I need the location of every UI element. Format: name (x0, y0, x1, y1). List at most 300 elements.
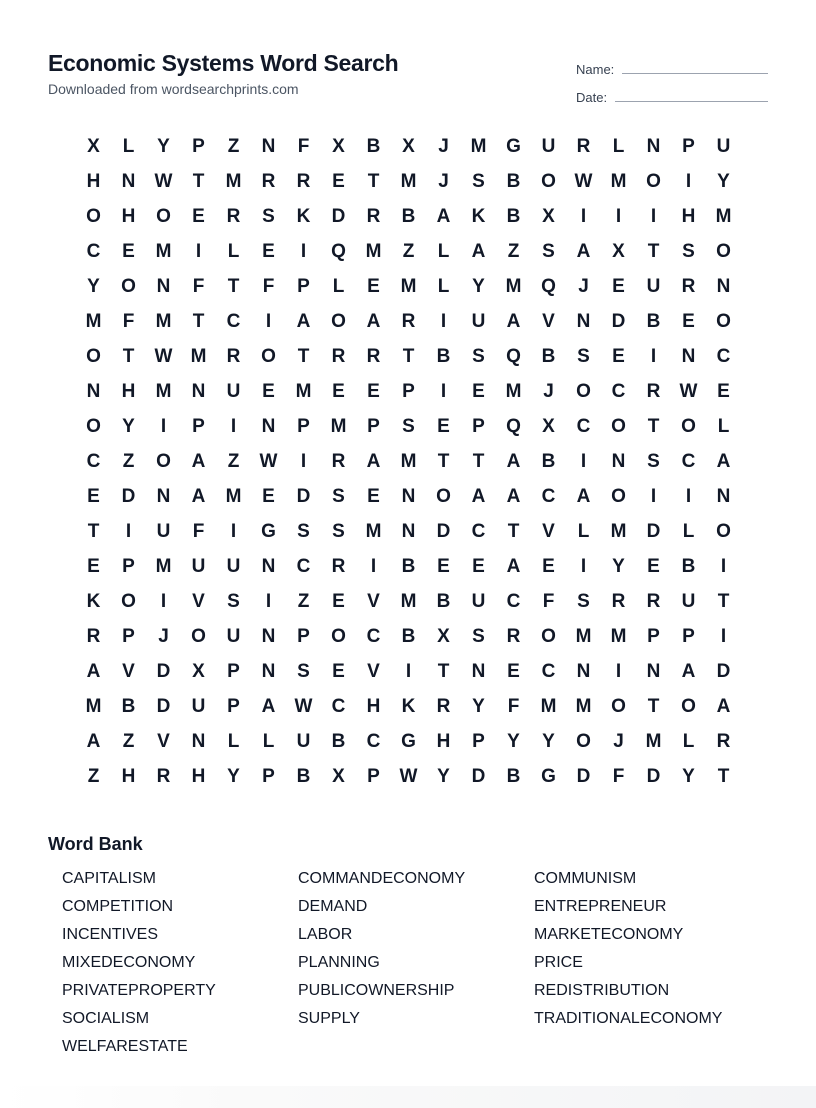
grid-cell[interactable]: I (720, 556, 727, 577)
grid-cell[interactable]: N (611, 451, 626, 472)
grid-cell[interactable]: N (191, 731, 206, 752)
grid-cell[interactable]: A (436, 206, 451, 227)
grid-cell[interactable]: G (506, 136, 521, 157)
grid-cell[interactable]: E (332, 591, 345, 612)
grid-cell[interactable]: F (507, 696, 520, 717)
grid-cell[interactable]: Y (87, 276, 100, 297)
grid-cell[interactable]: Y (717, 171, 730, 192)
grid-cell[interactable]: T (647, 241, 660, 262)
grid-cell[interactable]: P (367, 766, 380, 787)
grid-cell[interactable]: J (543, 381, 554, 402)
grid-cell[interactable]: E (262, 381, 275, 402)
grid-cell[interactable]: E (122, 241, 135, 262)
grid-cell[interactable]: L (227, 731, 240, 752)
grid-cell[interactable]: D (331, 206, 346, 227)
grid-cell[interactable]: I (580, 206, 587, 227)
grid-cell[interactable]: E (262, 486, 275, 507)
grid-cell[interactable]: P (122, 626, 135, 647)
grid-cell[interactable]: G (401, 731, 416, 752)
grid-cell[interactable]: I (650, 206, 657, 227)
grid-cell[interactable]: O (576, 381, 591, 402)
grid-cell[interactable]: R (716, 731, 731, 752)
grid-cell[interactable]: S (297, 521, 310, 542)
grid-cell[interactable]: H (121, 206, 136, 227)
grid-cell[interactable]: N (156, 486, 171, 507)
name-line[interactable] (622, 73, 768, 74)
grid-cell[interactable]: A (366, 451, 381, 472)
grid-cell[interactable]: B (401, 556, 416, 577)
grid-cell[interactable]: C (331, 696, 346, 717)
grid-cell[interactable]: U (226, 381, 241, 402)
grid-cell[interactable]: I (405, 661, 412, 682)
grid-cell[interactable]: T (507, 521, 520, 542)
grid-cell[interactable]: C (681, 451, 696, 472)
grid-cell[interactable]: P (297, 626, 310, 647)
grid-cell[interactable]: E (612, 346, 625, 367)
grid-cell[interactable]: A (716, 696, 731, 717)
grid-cell[interactable]: L (682, 731, 695, 752)
grid-cell[interactable]: N (646, 661, 661, 682)
grid-cell[interactable]: Z (122, 731, 135, 752)
grid-cell[interactable]: E (367, 381, 380, 402)
grid-cell[interactable]: N (576, 311, 591, 332)
grid-cell[interactable]: I (650, 486, 657, 507)
grid-cell[interactable]: S (472, 346, 485, 367)
grid-cell[interactable]: P (472, 416, 485, 437)
grid-cell[interactable]: D (646, 521, 661, 542)
grid-cell[interactable]: U (716, 136, 731, 157)
grid-cell[interactable]: S (332, 486, 345, 507)
grid-cell[interactable]: M (645, 731, 662, 752)
grid-cell[interactable]: S (227, 591, 240, 612)
grid-cell[interactable]: Q (506, 416, 521, 437)
grid-cell[interactable]: R (86, 626, 101, 647)
grid-cell[interactable]: E (507, 661, 520, 682)
grid-cell[interactable]: R (226, 346, 241, 367)
grid-cell[interactable]: D (611, 311, 626, 332)
grid-cell[interactable]: K (471, 206, 486, 227)
grid-cell[interactable]: N (576, 661, 591, 682)
grid-cell[interactable]: Y (437, 766, 450, 787)
grid-cell[interactable]: O (681, 696, 696, 717)
grid-cell[interactable]: O (331, 626, 346, 647)
grid-cell[interactable]: I (160, 591, 167, 612)
grid-cell[interactable]: W (679, 381, 698, 402)
grid-cell[interactable]: O (716, 241, 731, 262)
grid-cell[interactable]: Z (402, 241, 415, 262)
grid-cell[interactable]: R (436, 696, 451, 717)
grid-cell[interactable]: A (366, 311, 381, 332)
grid-cell[interactable]: R (156, 766, 171, 787)
grid-cell[interactable]: A (506, 451, 521, 472)
grid-cell[interactable]: M (330, 416, 347, 437)
grid-cell[interactable]: M (505, 381, 522, 402)
grid-cell[interactable]: A (471, 241, 486, 262)
grid-cell[interactable]: R (226, 206, 241, 227)
grid-cell[interactable]: Q (541, 276, 556, 297)
grid-cell[interactable]: I (265, 591, 272, 612)
grid-cell[interactable]: U (296, 731, 311, 752)
grid-cell[interactable]: C (86, 451, 101, 472)
grid-cell[interactable]: E (717, 381, 730, 402)
grid-cell[interactable]: C (541, 661, 556, 682)
grid-cell[interactable]: B (681, 556, 696, 577)
grid-cell[interactable]: T (647, 416, 660, 437)
grid-cell[interactable]: G (541, 766, 556, 787)
grid-cell[interactable]: M (365, 241, 382, 262)
grid-cell[interactable]: F (612, 766, 625, 787)
grid-cell[interactable]: T (192, 171, 205, 192)
grid-cell[interactable]: P (682, 626, 695, 647)
grid-cell[interactable]: Q (331, 241, 346, 262)
grid-cell[interactable]: P (402, 381, 415, 402)
grid-cell[interactable]: T (122, 346, 135, 367)
grid-cell[interactable]: E (437, 556, 450, 577)
grid-cell[interactable]: O (191, 626, 206, 647)
grid-cell[interactable]: S (472, 626, 485, 647)
grid-cell[interactable]: K (296, 206, 311, 227)
grid-cell[interactable]: K (401, 696, 416, 717)
grid-cell[interactable]: L (577, 521, 590, 542)
grid-cell[interactable]: E (332, 661, 345, 682)
grid-cell[interactable]: R (681, 276, 696, 297)
grid-cell[interactable]: L (717, 416, 730, 437)
grid-cell[interactable]: E (332, 171, 345, 192)
grid-cell[interactable]: S (262, 206, 275, 227)
grid-cell[interactable]: V (122, 661, 135, 682)
grid-cell[interactable]: E (192, 206, 205, 227)
grid-cell[interactable]: X (192, 661, 205, 682)
grid-cell[interactable]: O (156, 451, 171, 472)
grid-cell[interactable]: V (157, 731, 170, 752)
grid-cell[interactable]: W (259, 451, 278, 472)
grid-cell[interactable]: S (332, 521, 345, 542)
grid-cell[interactable]: B (541, 451, 556, 472)
date-field[interactable] (576, 77, 768, 105)
grid-cell[interactable]: T (367, 171, 380, 192)
grid-cell[interactable]: D (156, 661, 171, 682)
grid-cell[interactable]: V (367, 591, 380, 612)
grid-cell[interactable]: T (437, 661, 450, 682)
grid-cell[interactable]: U (541, 136, 556, 157)
grid-cell[interactable]: R (331, 451, 346, 472)
grid-cell[interactable]: E (647, 556, 660, 577)
grid-cell[interactable]: A (576, 486, 591, 507)
grid-cell[interactable]: M (225, 171, 242, 192)
grid-cell[interactable]: D (716, 661, 731, 682)
grid-cell[interactable]: O (156, 206, 171, 227)
grid-cell[interactable]: A (191, 486, 206, 507)
grid-cell[interactable]: M (715, 206, 732, 227)
grid-cell[interactable]: H (191, 766, 206, 787)
grid-cell[interactable]: U (226, 556, 241, 577)
grid-cell[interactable]: W (294, 696, 313, 717)
grid-cell[interactable]: O (86, 206, 101, 227)
grid-cell[interactable]: E (472, 556, 485, 577)
grid-cell[interactable]: R (646, 381, 661, 402)
grid-cell[interactable]: Z (507, 241, 520, 262)
grid-cell[interactable]: Z (297, 591, 310, 612)
grid-cell[interactable]: M (400, 276, 417, 297)
grid-cell[interactable]: F (192, 276, 205, 297)
grid-cell[interactable]: W (154, 171, 173, 192)
grid-cell[interactable]: I (125, 521, 132, 542)
grid-cell[interactable]: I (300, 451, 307, 472)
grid-cell[interactable]: R (296, 171, 311, 192)
grid-cell[interactable]: S (577, 346, 590, 367)
grid-cell[interactable]: O (86, 346, 101, 367)
grid-cell[interactable]: E (87, 486, 100, 507)
grid-cell[interactable]: H (436, 731, 451, 752)
grid-cell[interactable]: C (86, 241, 101, 262)
grid-cell[interactable]: U (226, 626, 241, 647)
grid-cell[interactable]: P (262, 766, 275, 787)
grid-cell[interactable]: D (646, 766, 661, 787)
grid-cell[interactable]: C (716, 346, 731, 367)
grid-cell[interactable]: I (685, 171, 692, 192)
grid-cell[interactable]: E (612, 276, 625, 297)
grid-cell[interactable]: N (86, 381, 101, 402)
grid-cell[interactable]: I (265, 311, 272, 332)
grid-cell[interactable]: O (331, 311, 346, 332)
grid-cell[interactable]: X (332, 136, 345, 157)
grid-cell[interactable]: S (542, 241, 555, 262)
grid-cell[interactable]: O (611, 416, 626, 437)
grid-cell[interactable]: V (192, 591, 205, 612)
grid-cell[interactable]: P (192, 136, 205, 157)
grid-cell[interactable]: L (612, 136, 625, 157)
grid-cell[interactable]: M (610, 521, 627, 542)
grid-cell[interactable]: N (401, 486, 416, 507)
grid-cell[interactable]: C (506, 591, 521, 612)
grid-cell[interactable]: F (262, 276, 275, 297)
grid-cell[interactable]: R (366, 346, 381, 367)
grid-cell[interactable]: M (85, 696, 102, 717)
grid-cell[interactable]: D (296, 486, 311, 507)
grid-cell[interactable]: I (615, 206, 622, 227)
grid-cell[interactable]: W (154, 346, 173, 367)
grid-cell[interactable]: N (471, 661, 486, 682)
grid-cell[interactable]: N (156, 276, 171, 297)
grid-cell[interactable]: Y (122, 416, 135, 437)
grid-cell[interactable]: I (580, 451, 587, 472)
grid-cell[interactable]: U (471, 311, 486, 332)
grid-cell[interactable]: L (437, 276, 450, 297)
grid-cell[interactable]: B (401, 206, 416, 227)
grid-cell[interactable]: E (332, 381, 345, 402)
grid-cell[interactable]: M (400, 171, 417, 192)
grid-cell[interactable]: T (647, 696, 660, 717)
grid-cell[interactable]: A (506, 556, 521, 577)
grid-cell[interactable]: B (366, 136, 381, 157)
grid-cell[interactable]: X (612, 241, 625, 262)
grid-cell[interactable]: J (438, 171, 449, 192)
grid-cell[interactable]: P (682, 136, 695, 157)
grid-cell[interactable]: I (160, 416, 167, 437)
grid-cell[interactable]: C (611, 381, 626, 402)
grid-cell[interactable]: N (646, 136, 661, 157)
grid-cell[interactable]: O (121, 591, 136, 612)
grid-cell[interactable]: M (190, 346, 207, 367)
grid-cell[interactable]: Y (507, 731, 520, 752)
grid-cell[interactable]: B (331, 731, 346, 752)
grid-cell[interactable]: I (195, 241, 202, 262)
grid-cell[interactable]: C (541, 486, 556, 507)
grid-cell[interactable]: A (716, 451, 731, 472)
grid-cell[interactable]: O (261, 346, 276, 367)
grid-cell[interactable]: A (576, 241, 591, 262)
grid-cell[interactable]: N (261, 661, 276, 682)
grid-cell[interactable]: N (261, 556, 276, 577)
grid-cell[interactable]: A (506, 486, 521, 507)
grid-cell[interactable]: M (295, 381, 312, 402)
grid-cell[interactable]: E (367, 276, 380, 297)
grid-cell[interactable]: A (681, 661, 696, 682)
grid-cell[interactable]: S (402, 416, 415, 437)
grid-cell[interactable]: T (227, 276, 240, 297)
grid-cell[interactable]: Z (87, 766, 100, 787)
grid-cell[interactable]: R (401, 311, 416, 332)
grid-cell[interactable]: B (506, 206, 521, 227)
grid-cell[interactable]: P (297, 276, 310, 297)
grid-cell[interactable]: O (436, 486, 451, 507)
grid-cell[interactable]: M (155, 311, 172, 332)
grid-cell[interactable]: B (506, 171, 521, 192)
grid-cell[interactable]: O (86, 416, 101, 437)
grid-cell[interactable]: Y (227, 766, 240, 787)
grid-cell[interactable]: O (576, 731, 591, 752)
grid-cell[interactable]: D (576, 766, 591, 787)
grid-cell[interactable]: U (681, 591, 696, 612)
grid-cell[interactable]: I (300, 241, 307, 262)
grid-cell[interactable]: I (440, 381, 447, 402)
grid-cell[interactable]: Y (612, 556, 625, 577)
grid-cell[interactable]: O (681, 416, 696, 437)
grid-cell[interactable]: A (296, 311, 311, 332)
grid-cell[interactable]: Y (472, 276, 485, 297)
grid-cell[interactable]: L (332, 276, 345, 297)
grid-cell[interactable]: M (365, 521, 382, 542)
grid-cell[interactable]: L (437, 241, 450, 262)
grid-cell[interactable]: T (297, 346, 310, 367)
grid-cell[interactable]: V (542, 521, 555, 542)
grid-cell[interactable]: H (681, 206, 696, 227)
grid-cell[interactable]: D (436, 521, 451, 542)
grid-cell[interactable]: J (158, 626, 169, 647)
grid-cell[interactable]: Y (682, 766, 695, 787)
grid-cell[interactable]: N (716, 276, 731, 297)
grid-cell[interactable]: E (472, 381, 485, 402)
grid-cell[interactable]: T (472, 451, 485, 472)
grid-cell[interactable]: P (647, 626, 660, 647)
grid-cell[interactable]: M (400, 451, 417, 472)
grid-cell[interactable]: V (367, 661, 380, 682)
grid-cell[interactable]: N (121, 171, 136, 192)
grid-cell[interactable]: N (261, 626, 276, 647)
grid-cell[interactable]: A (86, 731, 101, 752)
grid-cell[interactable]: S (647, 451, 660, 472)
grid-cell[interactable]: M (155, 556, 172, 577)
grid-cell[interactable]: P (192, 416, 205, 437)
grid-cell[interactable]: Y (542, 731, 555, 752)
grid-cell[interactable]: C (471, 521, 486, 542)
grid-cell[interactable]: M (470, 136, 487, 157)
grid-cell[interactable]: M (610, 626, 627, 647)
grid-cell[interactable]: N (681, 346, 696, 367)
grid-cell[interactable]: B (436, 346, 451, 367)
grid-cell[interactable]: A (471, 486, 486, 507)
grid-cell[interactable]: B (646, 311, 661, 332)
grid-cell[interactable]: B (401, 626, 416, 647)
grid-cell[interactable]: E (367, 486, 380, 507)
grid-cell[interactable]: M (540, 696, 557, 717)
grid-cell[interactable]: R (331, 556, 346, 577)
grid-cell[interactable]: U (471, 591, 486, 612)
grid-cell[interactable]: C (226, 311, 241, 332)
grid-cell[interactable]: R (261, 171, 276, 192)
grid-cell[interactable]: X (87, 136, 100, 157)
grid-cell[interactable]: Z (227, 136, 240, 157)
name-field[interactable] (576, 49, 768, 77)
grid-cell[interactable]: A (191, 451, 206, 472)
grid-cell[interactable]: X (402, 136, 415, 157)
grid-cell[interactable]: O (716, 521, 731, 542)
grid-cell[interactable]: M (610, 171, 627, 192)
grid-cell[interactable]: B (296, 766, 311, 787)
grid-cell[interactable]: U (646, 276, 661, 297)
grid-cell[interactable]: X (542, 416, 555, 437)
grid-cell[interactable]: U (191, 556, 206, 577)
grid-cell[interactable]: X (437, 626, 450, 647)
grid-cell[interactable]: T (717, 766, 730, 787)
grid-cell[interactable]: O (541, 171, 556, 192)
grid-cell[interactable]: X (542, 206, 555, 227)
grid-cell[interactable]: W (574, 171, 593, 192)
grid-cell[interactable]: D (156, 696, 171, 717)
grid-cell[interactable]: N (716, 486, 731, 507)
grid-cell[interactable]: M (575, 696, 592, 717)
grid-cell[interactable]: L (262, 731, 275, 752)
grid-cell[interactable]: B (121, 696, 136, 717)
grid-cell[interactable]: I (650, 346, 657, 367)
grid-cell[interactable]: P (227, 696, 240, 717)
grid-cell[interactable]: M (575, 626, 592, 647)
grid-cell[interactable]: O (716, 311, 731, 332)
date-line[interactable] (615, 101, 768, 102)
grid-cell[interactable]: Q (506, 346, 521, 367)
grid-cell[interactable]: S (472, 171, 485, 192)
grid-cell[interactable]: Y (157, 136, 170, 157)
grid-cell[interactable]: C (576, 416, 591, 437)
grid-cell[interactable]: R (366, 206, 381, 227)
grid-cell[interactable]: N (261, 136, 276, 157)
grid-cell[interactable]: O (611, 696, 626, 717)
grid-cell[interactable]: I (720, 626, 727, 647)
grid-cell[interactable]: L (682, 521, 695, 542)
grid-cell[interactable]: F (122, 311, 135, 332)
grid-cell[interactable]: I (370, 556, 377, 577)
grid-cell[interactable]: J (578, 276, 589, 297)
grid-cell[interactable]: E (262, 241, 275, 262)
grid-cell[interactable]: I (615, 661, 622, 682)
grid-cell[interactable]: A (261, 696, 276, 717)
grid-cell[interactable]: R (331, 346, 346, 367)
grid-cell[interactable]: F (192, 521, 205, 542)
grid-cell[interactable]: O (611, 486, 626, 507)
grid-cell[interactable]: X (332, 766, 345, 787)
grid-cell[interactable]: J (438, 136, 449, 157)
grid-cell[interactable]: I (230, 521, 237, 542)
